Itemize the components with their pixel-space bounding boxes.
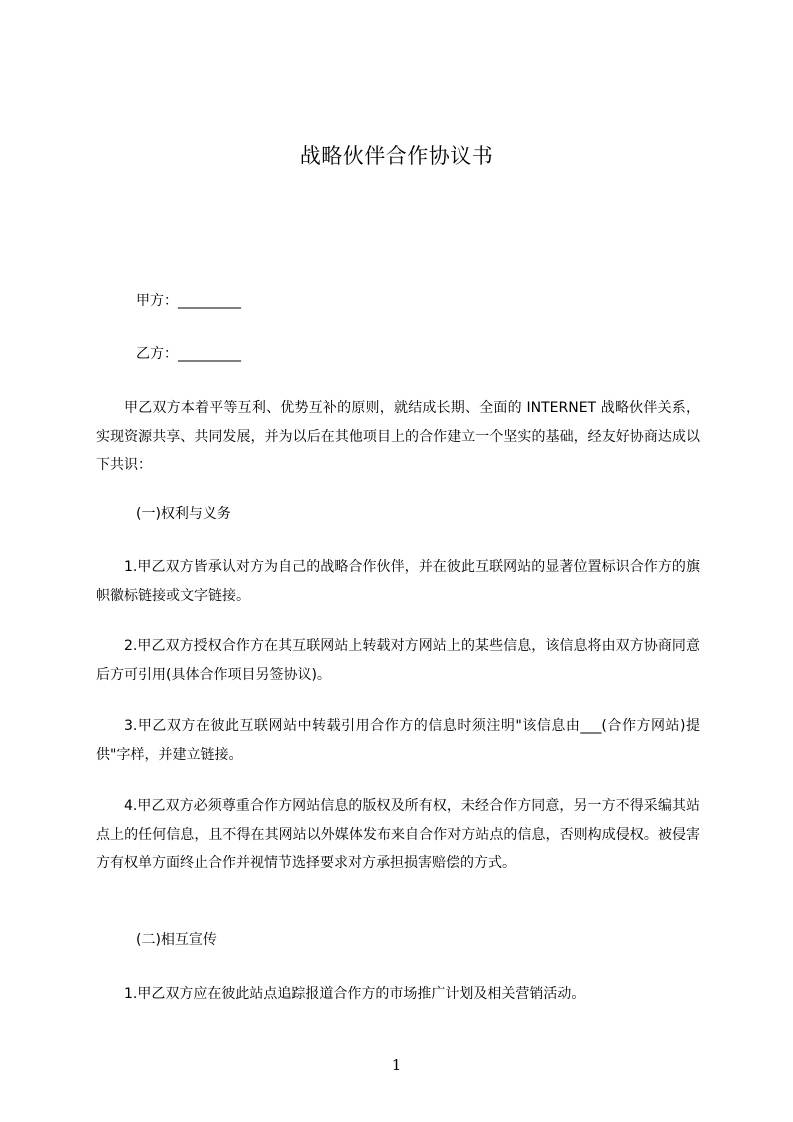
section-heading-rights: (一)权利与义务 xyxy=(136,506,231,522)
document-title: 战略伙伴合作协议书 xyxy=(299,144,494,168)
clause-2-1: 1.甲乙双方应在彼此站点追踪报道合作方的市场推广计划及相关营销活动。 xyxy=(124,986,586,1002)
party-b-line: 乙方：_________ xyxy=(136,346,241,362)
section-heading-publicity: (二)相互宣传 xyxy=(136,932,217,948)
clause-1-2: 2.甲乙双方授权合作方在其互联网站上转载对方网站上的某些信息，该信息将由双方协商同意后方可引用(具体合作项目另签协议)。 xyxy=(96,638,700,683)
clause-1-3: 3.甲乙双方在彼此互联网站中转载引用合作方的信息时须注明"该信息由___(合作方网站)提供"字样，并建立链接。 xyxy=(96,718,700,763)
party-a-line: 甲方：_________ xyxy=(136,293,241,309)
page-number: 1 xyxy=(391,1056,402,1074)
intro-paragraph: 甲乙双方本着平等互利、优势互补的原则，就结成长期、全面的 INTERNET 战略伙伴关系，实现资源共享、共同发展，并为以后在其他项目上的合作建立一个坚实的基础，经友好协商达成以下共识： xyxy=(96,400,700,473)
clause-1-4: 4.甲乙双方必须尊重合作方网站信息的版权及所有权，未经合作方同意，另一方不得采编其站点上的任何信息，且不得在其网站以外媒体发布来自合作对方站点的信息，否则构成侵权。被侵害方有权单方面终止合作并视情节选择要求对方承担损害赔偿的方式。 xyxy=(96,798,700,871)
clause-1-1: 1.甲乙双方皆承认对方为自己的战略合作伙伴，并在彼此互联网站的显著位置标识合作方的旗帜徽标链接或文字链接。 xyxy=(96,559,700,604)
